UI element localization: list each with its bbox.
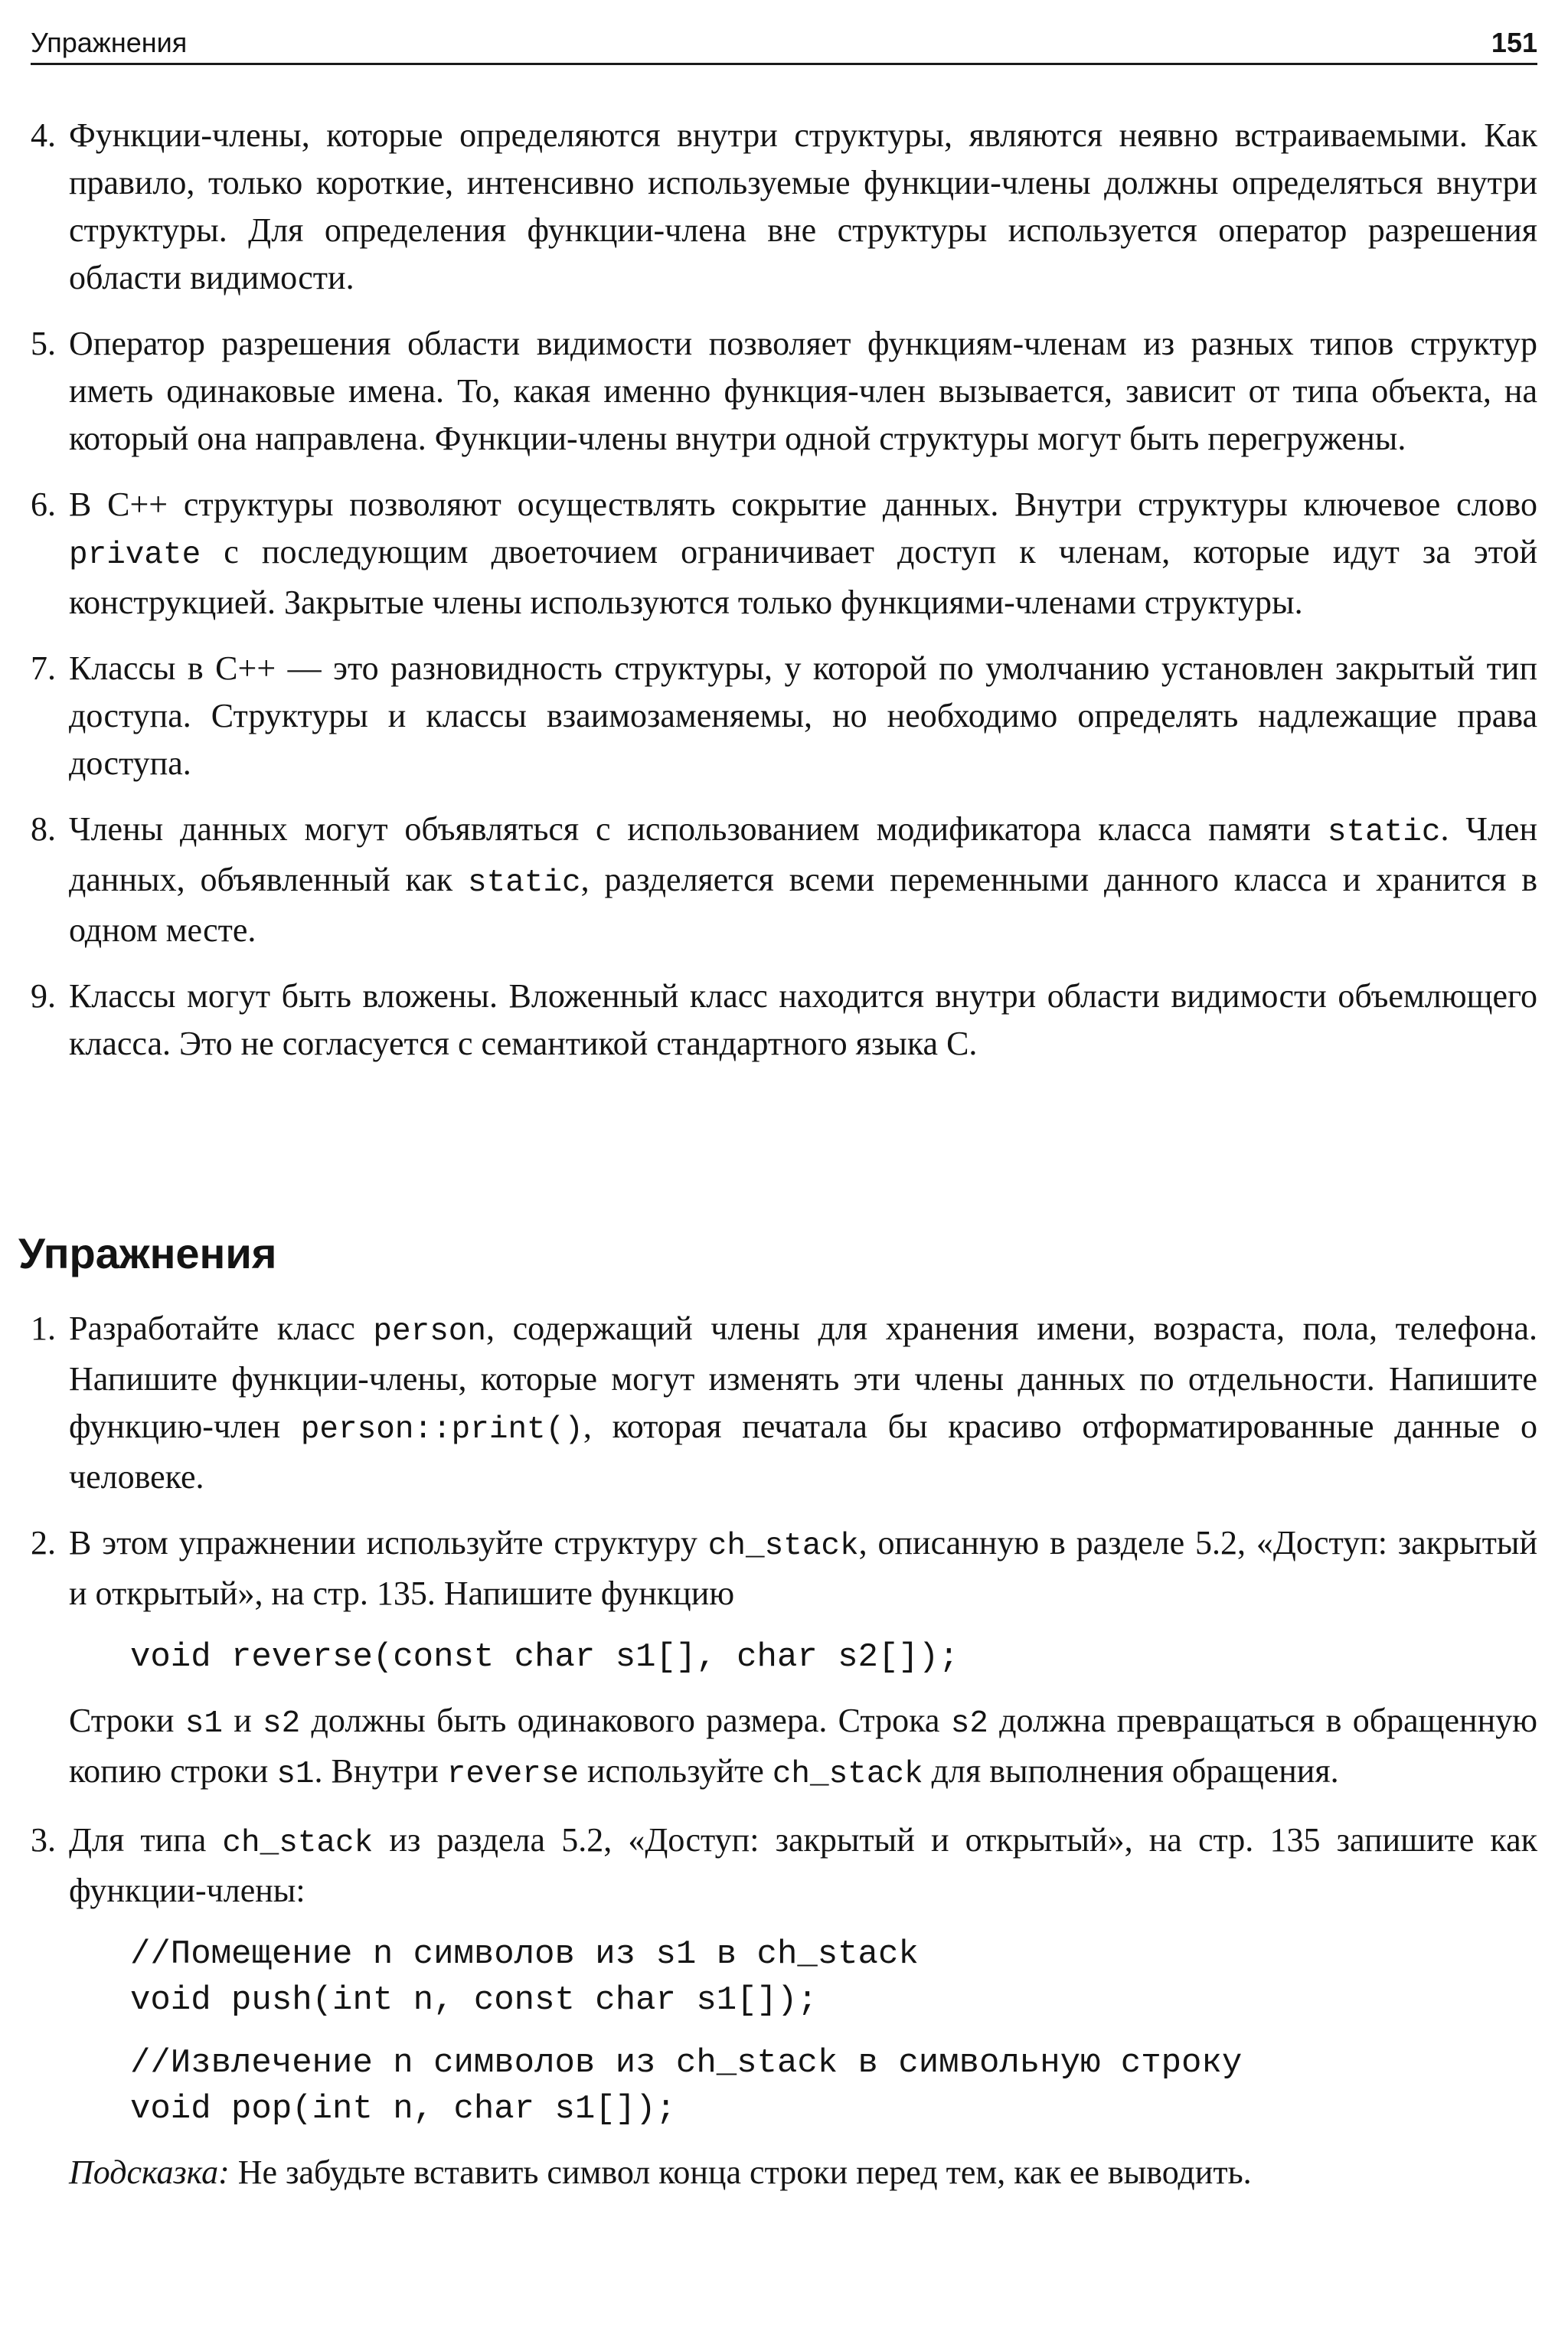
text-run: и xyxy=(222,1702,263,1739)
exercise-item xyxy=(31,1519,1537,1798)
text-run: В этом упражнении используйте структуру xyxy=(69,1524,708,1562)
item-number: 8. xyxy=(31,810,56,848)
code-line: void push(int n, const char s1[]); xyxy=(130,1981,818,2019)
text-run: Строки xyxy=(69,1702,185,1739)
summary-item xyxy=(31,320,1537,463)
inline-code: s1 xyxy=(276,1757,315,1792)
code-line: //Помещение n символов из s1 в ch_stack xyxy=(130,1935,919,1974)
item-text xyxy=(69,1519,1537,1617)
text-run: из раздела 5.2, «Доступ: закрытый и открытый», на стр. 135 запишите как функции-члены: xyxy=(69,1821,1538,1909)
code-block xyxy=(69,2040,1537,2132)
item-number: 5. xyxy=(31,325,56,362)
inline-code: reverse xyxy=(446,1757,579,1792)
inline-code: ch_stack xyxy=(222,1826,374,1861)
exercise-item xyxy=(31,1305,1537,1501)
item-text xyxy=(69,806,1537,954)
inline-code: ch_stack xyxy=(707,1529,859,1564)
hint xyxy=(69,2149,1537,2196)
summary-item xyxy=(31,806,1537,954)
text-run: должны быть одинакового размера. Строка xyxy=(300,1702,951,1739)
text-run: используйте xyxy=(579,1752,773,1790)
text-run: , описанную в разделе 5.2, «Доступ: закрытый и открытый», на стр. 135. Напишите функцию xyxy=(69,1524,1537,1612)
text-run: Для типа xyxy=(69,1821,223,1859)
inline-code: s1 xyxy=(185,1706,223,1741)
summary-item xyxy=(31,112,1537,302)
running-header xyxy=(31,23,1537,65)
item-text: Классы в С++ — это разновидность структуры, у которой по умолчанию установлен закрытый тип доступа. Структуры и классы взаимозаменяемы, но необходимо определять надлежащие права доступа. xyxy=(69,649,1537,782)
text-run: Члены данных могут объявляться с использованием модификатора класса памяти xyxy=(69,810,1328,848)
item-text: Оператор разрешения области видимости позволяет функциям-членам из разных типов структур иметь одинаковые имена. То, какая именно функция-член вызывается, зависит от типа объекта, на который она направлена. Функции-члены внутри одной структуры могут быть перегружены. xyxy=(69,325,1537,457)
code-line: void pop(int n, char s1[]); xyxy=(130,2090,676,2128)
summary-item xyxy=(31,973,1537,1068)
item-number: 6. xyxy=(31,486,56,523)
inline-code: static xyxy=(1327,815,1441,850)
item-text xyxy=(69,1305,1537,1501)
section-heading: Упражнения xyxy=(18,1229,277,1277)
inline-code: ch_stack xyxy=(772,1757,923,1792)
item-number: 9. xyxy=(31,977,56,1015)
item-text: Функции-члены, которые определяются внутри структуры, являются неявно встраиваемыми. Как правило, только короткие, интенсивно используемые функции-члены должны определяться внутри структуры. Для определения функции-члена вне структуры используется оператор разрешения области видимости. xyxy=(69,116,1537,296)
code-block xyxy=(69,1931,1537,2023)
text-run: . Член данных, объявленный как xyxy=(69,810,1537,898)
inline-code: s2 xyxy=(950,1706,988,1741)
text-run: , которая печатала бы красиво отформатированные данные о человеке. xyxy=(69,1408,1537,1496)
hint-label: Подсказка: xyxy=(69,2153,230,2191)
item-number: 7. xyxy=(31,649,56,687)
item-number: 2. xyxy=(31,1524,56,1562)
inline-code: private xyxy=(69,538,201,573)
text-run: , разделяется всеми переменными данного класса и хранится в одном месте. xyxy=(69,861,1538,949)
running-header-title: Упражнения xyxy=(31,27,188,58)
inline-code: s2 xyxy=(263,1706,301,1741)
summary-item xyxy=(31,645,1537,787)
text-run: , содержащий члены для хранения имени, возраста, пола, телефона. Напишите функции-члены, которые могут изменять эти члены данных по отдельности. Напишите функцию-член xyxy=(69,1310,1537,1445)
inline-code: static xyxy=(468,865,581,901)
item-text: Классы могут быть вложены. Вложенный класс находится внутри области видимости объемлющего класса. Это не согласуется с семантикой стандартного языка С. xyxy=(69,977,1537,1062)
text-run: Разработайте класс xyxy=(69,1310,374,1347)
item-text xyxy=(69,1817,1537,1915)
item-number: 3. xyxy=(31,1821,56,1859)
code-line: void reverse(const char s1[], char s2[]); xyxy=(130,1638,959,1676)
text-run: должна превращаться в обращенную копию строки xyxy=(69,1702,1538,1790)
item-number: 4. xyxy=(31,116,56,154)
exercise-item xyxy=(31,1817,1537,2196)
item-number: 1. xyxy=(31,1310,56,1347)
inline-code: person xyxy=(373,1314,487,1349)
hint-text: Не забудьте вставить символ конца строки перед тем, как ее выводить. xyxy=(229,2153,1252,2191)
text-run: с последующим двоеточием ограничивает доступ к членам, которые идут за этой конструкцией. Закрытые члены используются только функциями-членами структуры. xyxy=(69,533,1537,621)
summary-item xyxy=(31,481,1537,626)
exercise-list xyxy=(31,1305,1537,2215)
summary-list xyxy=(31,112,1537,1086)
text-run: . Внутри xyxy=(314,1752,447,1790)
page-number: 151 xyxy=(1491,27,1537,58)
inline-code: person::print() xyxy=(300,1412,583,1447)
text-run: В С++ структуры позволяют осуществлять сокрытие данных. Внутри структуры ключевое слово xyxy=(69,486,1537,523)
text-run: для выполнения обращения. xyxy=(923,1752,1339,1790)
item-text xyxy=(69,481,1537,626)
item-paragraph xyxy=(69,1697,1537,1798)
code-line: //Извлечение n символов из ch_stack в символьную строку xyxy=(130,2044,1243,2082)
